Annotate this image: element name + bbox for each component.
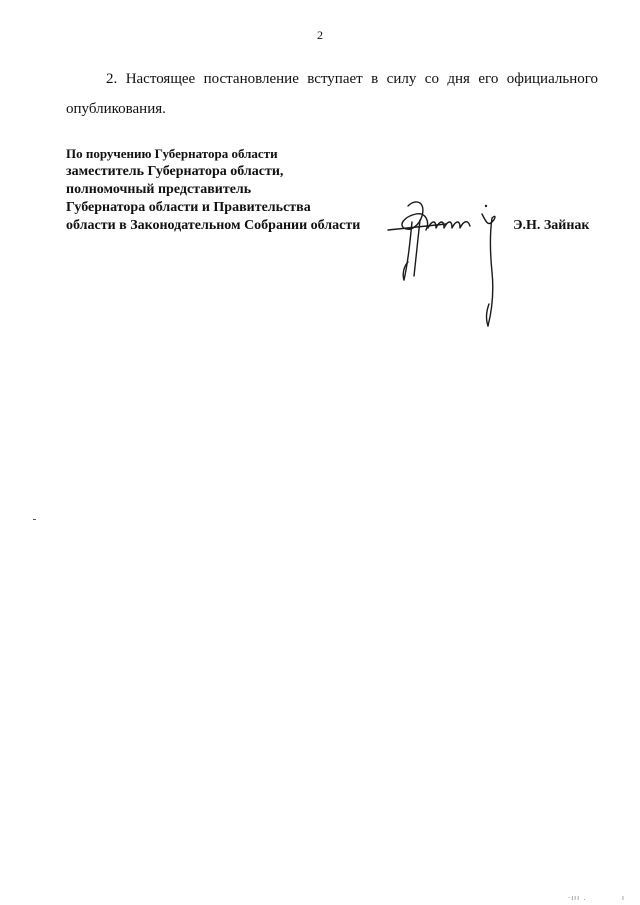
signer-name: Э.Н. Зайнак <box>513 218 590 233</box>
footer-mark: ·ııı . <box>568 894 587 902</box>
signer-title-line-4: области в Законодательном Собрании области <box>66 218 361 233</box>
signer-title-line-1: заместитель Губернатора области, <box>66 164 284 179</box>
signer-title-line-3: Губернатора области и Правительства <box>66 200 311 215</box>
body-paragraph: 2. Настоящее постановление вступает в силу со дня его официального опубликования. <box>66 71 598 117</box>
scan-artifact <box>33 519 36 520</box>
signature-authority-line: По поручению Губернатора области <box>66 146 278 161</box>
handwritten-signature <box>386 192 506 334</box>
signer-title-line-2: полномочный представитель <box>66 182 252 197</box>
page-number: 2 <box>317 28 323 42</box>
footer-mark-right: ı <box>622 894 624 902</box>
